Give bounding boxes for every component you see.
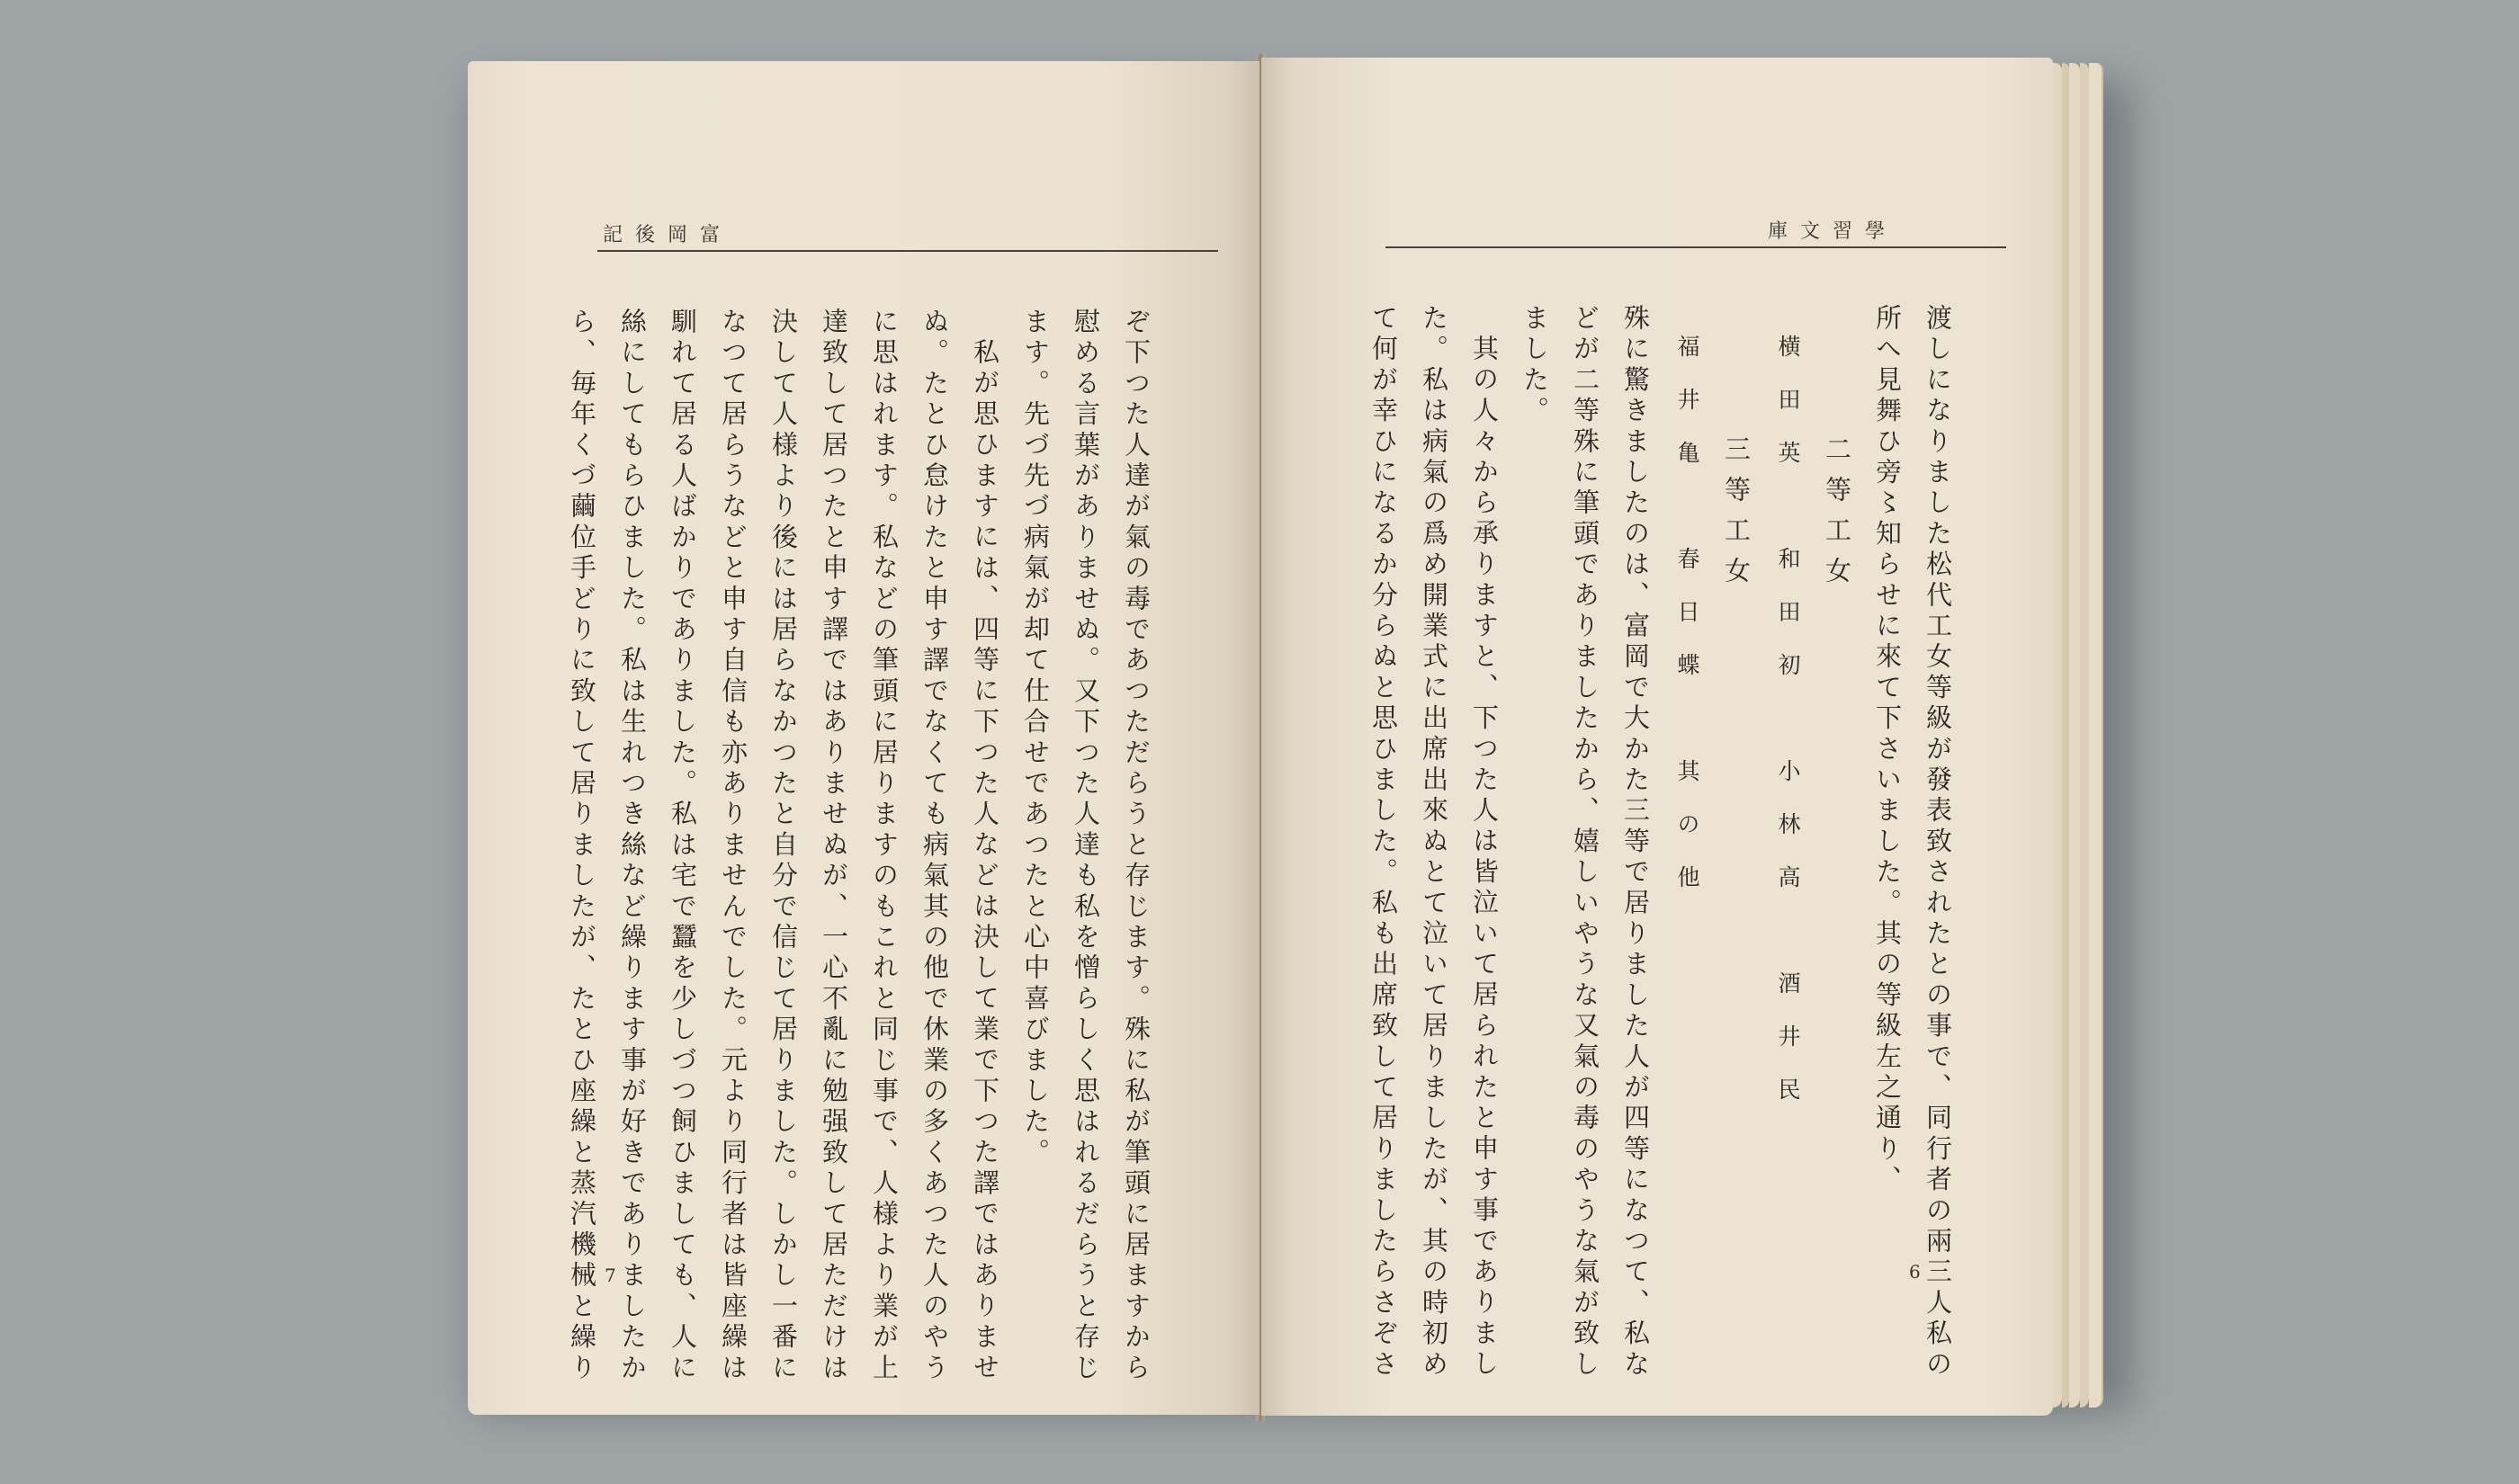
text-line: 馴れて居る人ばかりでありました。私は宅で蠶を少しづつ飼ひましても、人に xyxy=(668,308,698,1384)
text-line: 二等工女 xyxy=(1822,435,1852,597)
left-header-rule xyxy=(597,250,1218,252)
text-line: 三等工女 xyxy=(1721,435,1752,597)
text-line: どが二等殊に筆頭でありましたから、嬉しいやうな又氣の毒のやうな氣が致し xyxy=(1570,304,1600,1381)
text-line: た。私は病氣の爲め開業式に出席出來ぬとて泣いて居りましたが、其の時初め xyxy=(1419,304,1449,1381)
text-line: に思はれます。私などの筆頭に居りますのもこれと同じ事で、人様より業が上 xyxy=(869,308,900,1384)
text-line: 慰める言葉がありませぬ。又下つた人達も私を憎らしく思はれるだらうと存じ xyxy=(1071,308,1101,1384)
text-line: なつて居らうなどと申す自信も亦ありませんでした。元より同行者は皆座繰は xyxy=(718,308,749,1384)
text-line: 福井亀 春日蝶 其の他 xyxy=(1674,335,1700,918)
text-line: 横田英 和田初 小林高 酒井民 xyxy=(1775,335,1801,1131)
text-line: 所へ見舞ひ旁〻知らせに來て下さいました。其の等級左之通り、 xyxy=(1872,304,1903,1196)
page-edge xyxy=(2053,63,2062,1408)
text-line: ました。 xyxy=(1519,304,1550,427)
text-line: 渡しになりました松代工女等級が發表致されたとの事で、同行者の兩三人私の xyxy=(1923,304,1953,1381)
left-page-number: 7 xyxy=(605,1265,616,1286)
text-line: ら、毎年くづ繭位手どりに致して居りましたが、たとひ座繰と蒸汽機械と繰り xyxy=(567,308,597,1384)
page-edge xyxy=(2069,63,2080,1408)
right-page xyxy=(1261,58,2053,1416)
right-header-rule xyxy=(1385,246,2006,248)
page-edge xyxy=(2089,63,2103,1408)
text-line: 殊に驚きましたのは、富岡で大かた三等で居りました人が四等になつて、私な xyxy=(1620,304,1651,1381)
right-running-header: 庫文習學 xyxy=(1768,220,1898,243)
text-line: 決して人様より後には居らなかつたと自分で信じて居りました。しかし一番に xyxy=(768,308,799,1384)
text-line: 其の人々から承りますと、下つた人は皆泣いて居られたと申す事でありまし xyxy=(1469,335,1500,1381)
left-page xyxy=(468,61,1260,1415)
text-line: ます。先づ先づ病氣が却て仕合せであつたと心中喜びました。 xyxy=(1020,308,1051,1169)
text-line: 私が思ひますには、四等に下つた人などは決して業で下つた譯ではありませ xyxy=(970,338,1000,1384)
text-line: て何が幸ひになるか分らぬと思ひました。私も出席致して居りましたらさぞさ xyxy=(1368,304,1399,1381)
left-running-header: 記後岡富 xyxy=(603,224,733,246)
text-line: 絲にしてもらひました。私は生れつき絲など繰ります事が好きでありましたか xyxy=(617,308,648,1384)
text-line: 達致して居つたと申す譯ではありませぬが、一心不亂に勉强致して居ただけは xyxy=(819,308,849,1384)
text-line: ぞ下つた人達が氣の毒であつただらうと存じます。殊に私が筆頭に居ますから xyxy=(1121,308,1152,1384)
right-page-number: 6 xyxy=(1909,1261,1921,1283)
page-edge xyxy=(2080,63,2089,1408)
text-line: ぬ。たとひ怠けたと申す譯でなくても病氣其の他で休業の多くあつた人のやう xyxy=(919,308,950,1384)
page-edge xyxy=(2062,63,2069,1408)
